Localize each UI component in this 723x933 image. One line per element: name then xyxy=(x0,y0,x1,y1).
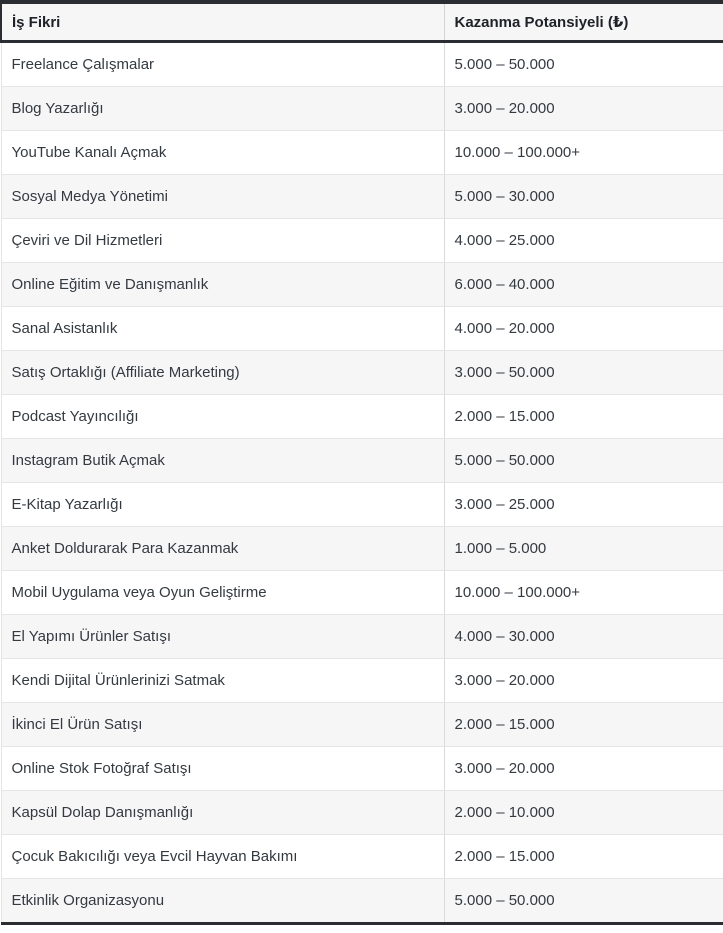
earning-potential-cell: 5.000 – 50.000 xyxy=(444,879,723,924)
business-idea-cell: E-Kitap Yazarlığı xyxy=(1,483,444,527)
table-body xyxy=(1,42,723,924)
business-idea-cell: Sanal Asistanlık xyxy=(1,307,444,351)
business-idea-cell: Online Stok Fotoğraf Satışı xyxy=(1,747,444,791)
table-row xyxy=(1,483,723,527)
earning-potential-cell: 4.000 – 20.000 xyxy=(444,307,723,351)
table-row xyxy=(1,527,723,571)
business-idea-cell: Sosyal Medya Yönetimi xyxy=(1,175,444,219)
business-idea-cell: Podcast Yayıncılığı xyxy=(1,395,444,439)
table-row xyxy=(1,879,723,924)
column-header-business-idea: İş Fikri xyxy=(1,2,444,42)
table-row xyxy=(1,87,723,131)
business-idea-cell: Çocuk Bakıcılığı veya Evcil Hayvan Bakımı xyxy=(1,835,444,879)
earning-potential-cell: 6.000 – 40.000 xyxy=(444,263,723,307)
business-idea-cell: Kapsül Dolap Danışmanlığı xyxy=(1,791,444,835)
business-idea-cell: Instagram Butik Açmak xyxy=(1,439,444,483)
table-row xyxy=(1,42,723,87)
earning-potential-cell: 2.000 – 15.000 xyxy=(444,703,723,747)
table-row xyxy=(1,131,723,175)
table-row xyxy=(1,703,723,747)
business-idea-cell: Freelance Çalışmalar xyxy=(1,42,444,87)
table-row xyxy=(1,571,723,615)
earning-potential-cell: 2.000 – 15.000 xyxy=(444,395,723,439)
table-row xyxy=(1,439,723,483)
business-idea-cell: Blog Yazarlığı xyxy=(1,87,444,131)
business-idea-cell: İkinci El Ürün Satışı xyxy=(1,703,444,747)
table-row xyxy=(1,175,723,219)
earning-potential-cell: 10.000 – 100.000+ xyxy=(444,131,723,175)
column-header-earning-potential: Kazanma Potansiyeli (₺) xyxy=(444,2,723,42)
table-row xyxy=(1,307,723,351)
earning-potential-cell: 3.000 – 50.000 xyxy=(444,351,723,395)
earning-potential-cell: 3.000 – 20.000 xyxy=(444,659,723,703)
earning-potential-cell: 5.000 – 50.000 xyxy=(444,439,723,483)
business-idea-cell: Online Eğitim ve Danışmanlık xyxy=(1,263,444,307)
business-idea-cell: Çeviri ve Dil Hizmetleri xyxy=(1,219,444,263)
table-row xyxy=(1,351,723,395)
business-idea-cell: YouTube Kanalı Açmak xyxy=(1,131,444,175)
table-row xyxy=(1,791,723,835)
business-idea-cell: Mobil Uygulama veya Oyun Geliştirme xyxy=(1,571,444,615)
business-idea-cell: Satış Ortaklığı (Affiliate Marketing) xyxy=(1,351,444,395)
business-idea-cell: Anket Doldurarak Para Kazanmak xyxy=(1,527,444,571)
earning-potential-cell: 3.000 – 25.000 xyxy=(444,483,723,527)
table-row xyxy=(1,659,723,703)
table-row xyxy=(1,395,723,439)
table-header-row xyxy=(1,2,723,42)
table-row xyxy=(1,615,723,659)
earning-potential-cell: 2.000 – 15.000 xyxy=(444,835,723,879)
business-idea-cell: Kendi Dijital Ürünlerinizi Satmak xyxy=(1,659,444,703)
table-row xyxy=(1,747,723,791)
table-header xyxy=(1,2,723,42)
earning-potential-cell: 3.000 – 20.000 xyxy=(444,87,723,131)
table-row xyxy=(1,835,723,879)
business-idea-cell: El Yapımı Ürünler Satışı xyxy=(1,615,444,659)
business-idea-cell: Etkinlik Organizasyonu xyxy=(1,879,444,924)
earning-potential-cell: 10.000 – 100.000+ xyxy=(444,571,723,615)
earning-potential-cell: 4.000 – 25.000 xyxy=(444,219,723,263)
earning-potential-cell: 5.000 – 50.000 xyxy=(444,42,723,87)
earning-potential-cell: 5.000 – 30.000 xyxy=(444,175,723,219)
table-row xyxy=(1,219,723,263)
earning-potential-cell: 1.000 – 5.000 xyxy=(444,527,723,571)
table-row xyxy=(1,263,723,307)
earning-potential-cell: 2.000 – 10.000 xyxy=(444,791,723,835)
earning-potential-cell: 4.000 – 30.000 xyxy=(444,615,723,659)
earning-potential-cell: 3.000 – 20.000 xyxy=(444,747,723,791)
